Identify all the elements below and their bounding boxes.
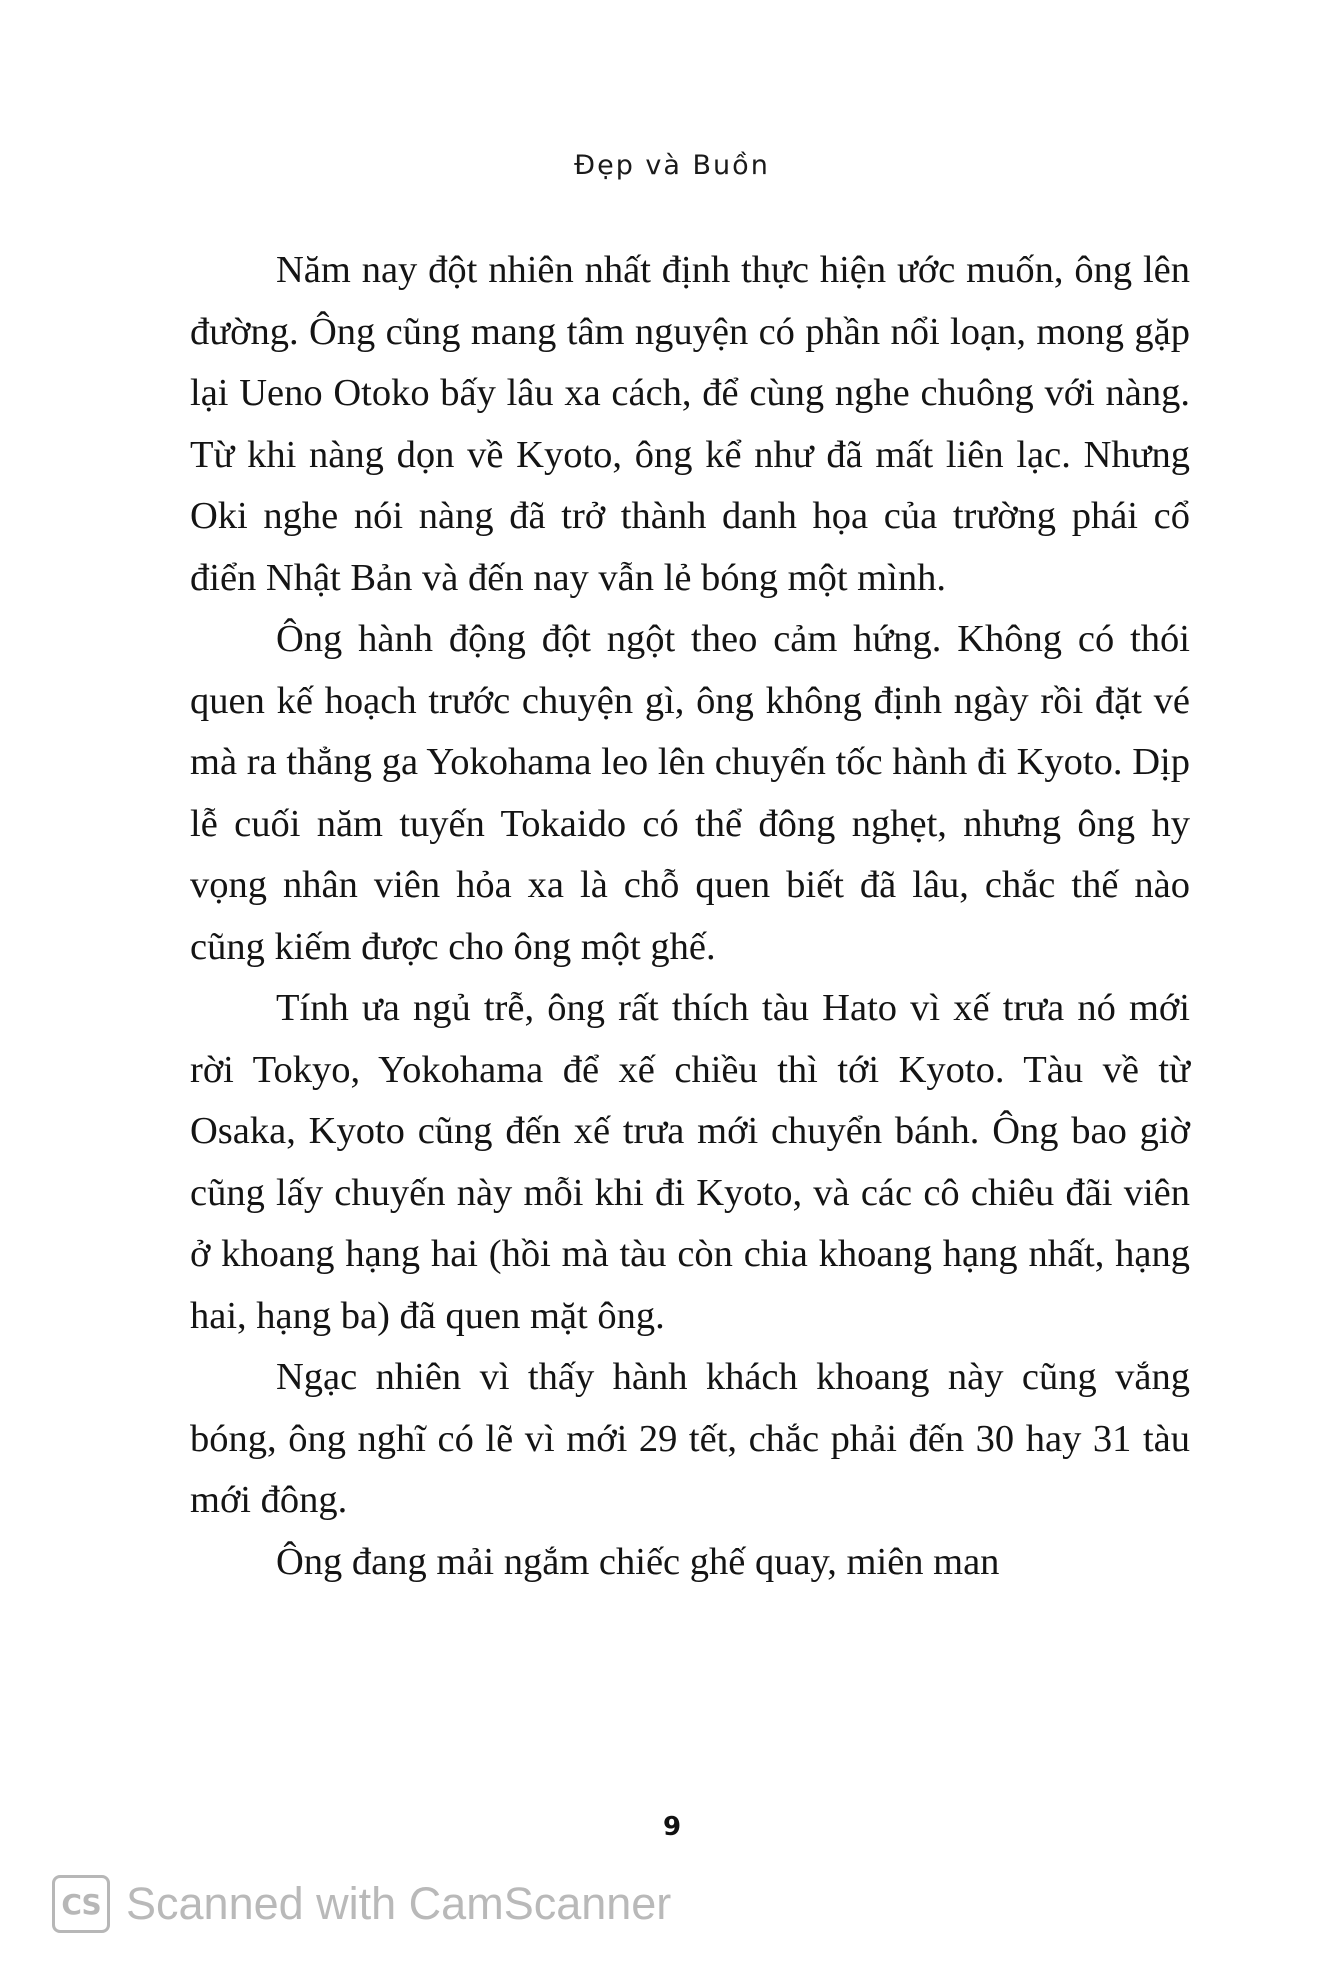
watermark-text: Scanned with CamScanner [126,1878,672,1929]
camscanner-logo-icon: CS [52,1875,110,1933]
paragraph-3: Tính ưa ngủ trễ, ông rất thích tàu Hato vì xế trưa nó mới rời Tokyo, Yokohama để xế chiều thì tới Kyoto. Tàu về từ Osaka, Kyoto cũng đến xế trưa mới chuyển bánh. Ông bao giờ cũng lấy chuyến này mỗi khi đi Kyoto, và các cô chiêu đãi viên ở khoang hạng hai (hồi mà tàu còn chia khoang hạng nhất, hạng hai, hạng ba) đã quen mặt ông. [190,987,1190,1337]
paragraph-2: Ông hành động đột ngột theo cảm hứng. Không có thói quen kế hoạch trước chuyện gì, ông không định ngày rồi đặt vé mà ra thẳng ga Yokohama leo lên chuyến tốc hành đi Kyoto. Dịp lễ cuối năm tuyến Tokaido có thể đông nghẹt, nhưng ông hy vọng nhân viên hỏa xa là chỗ quen biết đã lâu, chắc thế nào cũng kiếm được cho ông một ghế. [190,618,1190,968]
body-text [190,240,1190,1593]
paragraph-4: Ngạc nhiên vì thấy hành khách khoang này cũng vắng bóng, ông nghĩ có lẽ vì mới 29 tết, chắc phải đến 30 hay 31 tàu mới đông. [190,1356,1190,1521]
paragraph-5: Ông đang mải ngắm chiếc ghế quay, miên man [276,1540,1000,1583]
paragraph-1: Năm nay đột nhiên nhất định thực hiện ước muốn, ông lên đường. Ông cũng mang tâm nguyện có phần nổi loạn, mong gặp lại Ueno Otoko bấy lâu xa cách, để cùng nghe chuông với nàng. Từ khi nàng dọn về Kyoto, ông kể như đã mất liên lạc. Nhưng Oki nghe nói nàng đã trở thành danh họa của trường phái cổ điển Nhật Bản và đến nay vẫn lẻ bóng một mình. [190,249,1190,599]
camscanner-watermark [52,1872,671,1936]
page-number: 9 [662,1812,682,1842]
running-title: Đẹp và Buồn [574,150,770,181]
